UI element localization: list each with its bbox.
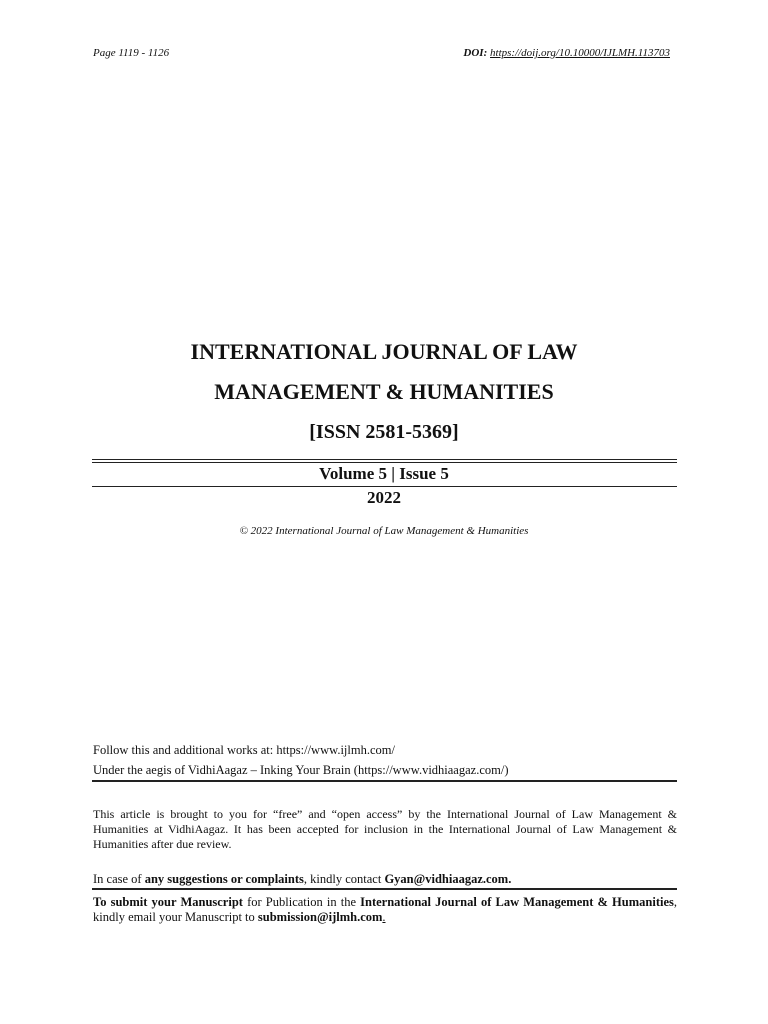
divider-top-1 <box>92 459 677 460</box>
contact-email[interactable]: Gyan@vidhiaagaz.com. <box>384 872 512 886</box>
issn: [ISSN 2581-5369] <box>309 421 459 443</box>
volume-issue: Volume 5 | Issue 5 <box>319 464 449 483</box>
journal-title-line1: INTERNATIONAL JOURNAL OF LAW <box>190 339 578 364</box>
divider-top-2 <box>92 462 677 463</box>
contact-prefix: In case of <box>93 872 145 886</box>
submit-end: . <box>382 910 386 924</box>
issue-year: 2022 <box>367 488 401 507</box>
divider-footer-2 <box>92 888 677 890</box>
copyright: © 2022 International Journal of Law Management & Humanities <box>239 525 529 537</box>
submit-bold1: To submit your Manuscript <box>93 895 243 909</box>
submit-email[interactable]: submission@ijlmh.com <box>257 910 383 924</box>
contact-bold: any suggestions or complaints <box>144 872 304 886</box>
contact-line <box>93 872 677 887</box>
submit-mid1: for Publication in the <box>242 895 361 909</box>
divider-mid <box>92 486 677 487</box>
submit-mid2: , kindly email your Manuscript to <box>93 895 677 924</box>
journal-title-line2: MANAGEMENT & HUMANITIES <box>214 379 554 404</box>
submit-bold2: International Journal of Law Management & Humanities <box>360 895 674 909</box>
doi-label: DOI: <box>463 47 488 59</box>
access-note: This article is brought to you for “free” and “open access” by the International Journal of Law Management & Humanities at VidhiAagaz. It has been accepted for inclusion in the International Journal of Law Management & Humanities after due review. <box>93 807 677 851</box>
divider-footer-1 <box>92 780 677 782</box>
contact-mid: , kindly contact <box>303 872 385 886</box>
page-range: Page 1119 - 1126 <box>93 47 170 59</box>
doi-line <box>463 47 670 59</box>
aegis-line: Under the aegis of VidhiAagaz – Inking Your Brain (https://www.vidhiaagaz.com/) <box>93 763 509 777</box>
follow-line: Follow this and additional works at: https://www.ijlmh.com/ <box>93 743 395 757</box>
submit-note <box>93 895 677 925</box>
doi-link[interactable]: https://doij.org/10.10000/IJLMH.113703 <box>490 47 670 59</box>
